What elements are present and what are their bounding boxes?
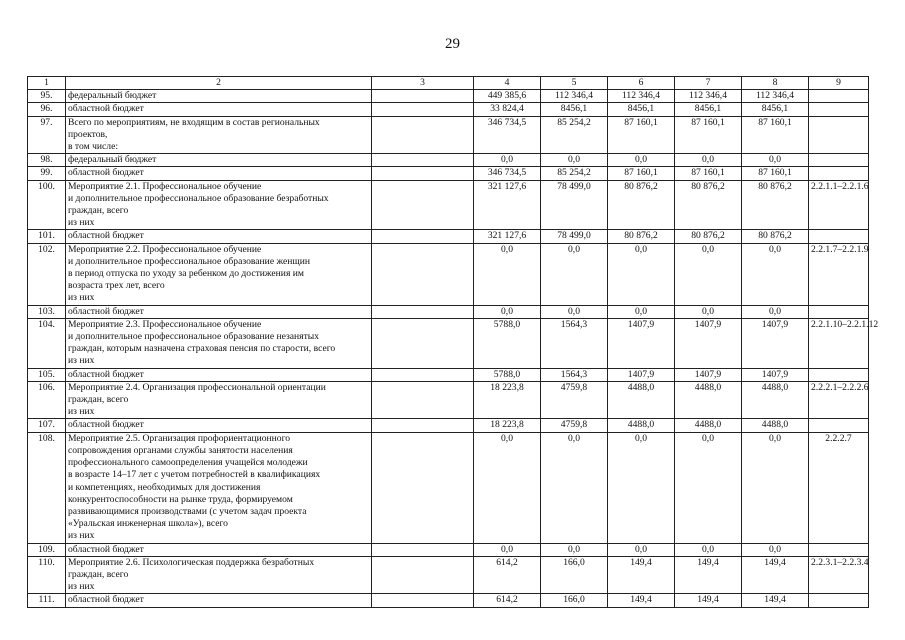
row-number-cell: 105. xyxy=(28,368,66,381)
page-number: 29 xyxy=(445,36,460,52)
value-col-8-cell: 112 346,4 xyxy=(742,90,809,103)
value-col-6-cell: 4488,0 xyxy=(608,419,675,432)
value-col-8-cell: 0,0 xyxy=(742,543,809,556)
value-col-5-cell: 0,0 xyxy=(541,305,608,318)
target-code-cell: 2.2.1.7–2.2.1.9 xyxy=(809,243,869,305)
column-3-cell xyxy=(372,543,474,556)
header-cell: 9 xyxy=(809,77,869,90)
value-col-4-cell: 346 734,5 xyxy=(474,116,541,154)
value-col-5-cell: 78 499,0 xyxy=(541,230,608,243)
value-col-6-cell: 87 160,1 xyxy=(608,116,675,154)
value-col-6-cell: 8456,1 xyxy=(608,103,675,116)
value-col-6-cell: 0,0 xyxy=(608,305,675,318)
target-code-cell xyxy=(809,90,869,103)
value-col-7-cell: 87 160,1 xyxy=(675,116,742,154)
row-name-cell: федеральный бюджет xyxy=(66,90,372,103)
table-row xyxy=(28,318,869,368)
value-col-8-cell: 87 160,1 xyxy=(742,116,809,154)
value-col-7-cell: 87 160,1 xyxy=(675,167,742,180)
target-code-cell xyxy=(809,419,869,432)
value-col-4-cell: 18 223,8 xyxy=(474,419,541,432)
table-row xyxy=(28,103,869,116)
value-col-6-cell: 80 876,2 xyxy=(608,230,675,243)
row-name-cell: Мероприятие 2.2. Профессиональное обучение и дополнительное профессиональное образование женщин в период отпуска по уходу за ребенком до достижения им возраста трех лет, всего из них xyxy=(66,243,372,305)
table-row xyxy=(28,543,869,556)
row-name-cell: Мероприятие 2.6. Психологическая поддержка безработных граждан, всего из них xyxy=(66,556,372,594)
value-col-4-cell: 0,0 xyxy=(474,305,541,318)
table-row xyxy=(28,167,869,180)
table-row xyxy=(28,594,869,607)
table-row xyxy=(28,305,869,318)
table-row xyxy=(28,419,869,432)
row-number-cell: 107. xyxy=(28,419,66,432)
row-name-cell: областной бюджет xyxy=(66,305,372,318)
row-number-cell: 104. xyxy=(28,318,66,368)
row-number-cell: 99. xyxy=(28,167,66,180)
value-col-8-cell: 1407,9 xyxy=(742,318,809,368)
value-col-5-cell: 85 254,2 xyxy=(541,167,608,180)
target-code-cell: 2.2.2.1–2.2.2.6 xyxy=(809,381,869,419)
value-col-7-cell: 1407,9 xyxy=(675,318,742,368)
column-3-cell xyxy=(372,180,474,230)
column-3-cell xyxy=(372,318,474,368)
value-col-6-cell: 80 876,2 xyxy=(608,180,675,230)
value-col-8-cell: 149,4 xyxy=(742,594,809,607)
value-col-6-cell: 149,4 xyxy=(608,594,675,607)
row-name-cell: областной бюджет xyxy=(66,594,372,607)
target-code-cell xyxy=(809,230,869,243)
row-name-cell: областной бюджет xyxy=(66,419,372,432)
target-code-cell xyxy=(809,543,869,556)
table-row xyxy=(28,116,869,154)
column-3-cell xyxy=(372,230,474,243)
column-3-cell xyxy=(372,594,474,607)
target-code-cell xyxy=(809,368,869,381)
value-col-7-cell: 149,4 xyxy=(675,594,742,607)
row-name-cell: Всего по мероприятиям, не входящим в состав региональных проектов, в том числе: xyxy=(66,116,372,154)
value-col-5-cell: 4759,8 xyxy=(541,419,608,432)
table-row xyxy=(28,368,869,381)
value-col-8-cell: 1407,9 xyxy=(742,368,809,381)
target-code-cell xyxy=(809,103,869,116)
value-col-4-cell: 0,0 xyxy=(474,543,541,556)
target-code-cell xyxy=(809,594,869,607)
row-number-cell: 111. xyxy=(28,594,66,607)
value-col-6-cell: 149,4 xyxy=(608,556,675,594)
value-col-7-cell: 0,0 xyxy=(675,154,742,167)
column-3-cell xyxy=(372,432,474,543)
table-row xyxy=(28,556,869,594)
column-3-cell xyxy=(372,419,474,432)
row-number-cell: 101. xyxy=(28,230,66,243)
budget-table xyxy=(27,76,879,608)
row-number-cell: 106. xyxy=(28,381,66,419)
value-col-4-cell: 449 385,6 xyxy=(474,90,541,103)
row-name-cell: федеральный бюджет xyxy=(66,154,372,167)
header-cell: 2 xyxy=(66,77,372,90)
value-col-5-cell: 0,0 xyxy=(541,243,608,305)
value-col-4-cell: 321 127,6 xyxy=(474,180,541,230)
column-3-cell xyxy=(372,154,474,167)
row-name-cell: Мероприятие 2.4. Организация профессиональной ориентации граждан, всего из них xyxy=(66,381,372,419)
value-col-6-cell: 4488,0 xyxy=(608,381,675,419)
target-code-cell xyxy=(809,154,869,167)
column-3-cell xyxy=(372,556,474,594)
value-col-4-cell: 5788,0 xyxy=(474,368,541,381)
column-3-cell xyxy=(372,167,474,180)
value-col-8-cell: 0,0 xyxy=(742,243,809,305)
column-3-cell xyxy=(372,305,474,318)
value-col-5-cell: 1564,3 xyxy=(541,368,608,381)
value-col-7-cell: 0,0 xyxy=(675,305,742,318)
table-row xyxy=(28,432,869,543)
header-cell: 4 xyxy=(474,77,541,90)
value-col-5-cell: 78 499,0 xyxy=(541,180,608,230)
table-row xyxy=(28,90,869,103)
row-number-cell: 96. xyxy=(28,103,66,116)
value-col-7-cell: 4488,0 xyxy=(675,381,742,419)
table-header-row xyxy=(28,77,869,90)
header-cell: 1 xyxy=(28,77,66,90)
row-number-cell: 102. xyxy=(28,243,66,305)
value-col-5-cell: 8456,1 xyxy=(541,103,608,116)
value-col-8-cell: 0,0 xyxy=(742,154,809,167)
target-code-cell: 2.2.2.7 xyxy=(809,432,869,543)
value-col-7-cell: 4488,0 xyxy=(675,419,742,432)
value-col-8-cell: 87 160,1 xyxy=(742,167,809,180)
table-row xyxy=(28,230,869,243)
row-name-cell: областной бюджет xyxy=(66,167,372,180)
value-col-5-cell: 166,0 xyxy=(541,594,608,607)
target-code-cell: 2.2.1.10–2.2.1.12 xyxy=(809,318,869,368)
row-number-cell: 97. xyxy=(28,116,66,154)
target-code-cell xyxy=(809,305,869,318)
target-code-cell xyxy=(809,167,869,180)
value-col-8-cell: 0,0 xyxy=(742,432,809,543)
value-col-4-cell: 346 734,5 xyxy=(474,167,541,180)
column-3-cell xyxy=(372,381,474,419)
row-name-cell: областной бюджет xyxy=(66,543,372,556)
value-col-6-cell: 0,0 xyxy=(608,243,675,305)
row-number-cell: 95. xyxy=(28,90,66,103)
value-col-4-cell: 0,0 xyxy=(474,154,541,167)
value-col-7-cell: 80 876,2 xyxy=(675,180,742,230)
value-col-5-cell: 112 346,4 xyxy=(541,90,608,103)
value-col-4-cell: 33 824,4 xyxy=(474,103,541,116)
target-code-cell: 2.2.3.1–2.2.3.4 xyxy=(809,556,869,594)
column-3-cell xyxy=(372,243,474,305)
value-col-6-cell: 87 160,1 xyxy=(608,167,675,180)
value-col-6-cell: 1407,9 xyxy=(608,368,675,381)
value-col-4-cell: 0,0 xyxy=(474,432,541,543)
header-cell: 8 xyxy=(742,77,809,90)
value-col-4-cell: 614,2 xyxy=(474,556,541,594)
value-col-5-cell: 166,0 xyxy=(541,556,608,594)
value-col-7-cell: 149,4 xyxy=(675,556,742,594)
row-name-cell: Мероприятие 2.3. Профессиональное обучение и дополнительное профессиональное образование незанятых граждан, которым назначена страховая пенсия по старости, всего из них xyxy=(66,318,372,368)
value-col-7-cell: 8456,1 xyxy=(675,103,742,116)
row-name-cell: областной бюджет xyxy=(66,230,372,243)
value-col-7-cell: 0,0 xyxy=(675,432,742,543)
row-number-cell: 100. xyxy=(28,180,66,230)
row-name-cell: областной бюджет xyxy=(66,103,372,116)
row-name-cell: Мероприятие 2.5. Организация профориентационного сопровождения органами службы занятости населения профессионального самоопределения учащейся молодежи в возрасте 14–17 лет с учетом потребностей в квалификациях и компетенциях, необходимых для достижения конкурентоспособности на рынке труда, формируемом развивающимися производствами (с учетом задач проекта «Уральская инженерная школа»), всего из них xyxy=(66,432,372,543)
value-col-4-cell: 614,2 xyxy=(474,594,541,607)
value-col-5-cell: 1564,3 xyxy=(541,318,608,368)
row-name-cell: областной бюджет xyxy=(66,368,372,381)
value-col-6-cell: 1407,9 xyxy=(608,318,675,368)
table-row xyxy=(28,180,869,230)
value-col-6-cell: 0,0 xyxy=(608,432,675,543)
row-number-cell: 109. xyxy=(28,543,66,556)
value-col-7-cell: 0,0 xyxy=(675,543,742,556)
target-code-cell: 2.2.1.1–2.2.1.6 xyxy=(809,180,869,230)
value-col-7-cell: 80 876,2 xyxy=(675,230,742,243)
target-code-cell xyxy=(809,116,869,154)
row-number-cell: 110. xyxy=(28,556,66,594)
header-cell: 3 xyxy=(372,77,474,90)
table-row xyxy=(28,381,869,419)
row-number-cell: 103. xyxy=(28,305,66,318)
value-col-8-cell: 4488,0 xyxy=(742,419,809,432)
value-col-4-cell: 18 223,8 xyxy=(474,381,541,419)
value-col-8-cell: 149,4 xyxy=(742,556,809,594)
value-col-6-cell: 0,0 xyxy=(608,543,675,556)
row-name-cell: Мероприятие 2.1. Профессиональное обучение и дополнительное профессиональное образование безработных граждан, всего из них xyxy=(66,180,372,230)
value-col-7-cell: 0,0 xyxy=(675,243,742,305)
value-col-6-cell: 0,0 xyxy=(608,154,675,167)
value-col-5-cell: 0,0 xyxy=(541,154,608,167)
column-3-cell xyxy=(372,116,474,154)
column-3-cell xyxy=(372,90,474,103)
value-col-8-cell: 0,0 xyxy=(742,305,809,318)
value-col-5-cell: 85 254,2 xyxy=(541,116,608,154)
value-col-7-cell: 112 346,4 xyxy=(675,90,742,103)
value-col-8-cell: 4488,0 xyxy=(742,381,809,419)
column-3-cell xyxy=(372,103,474,116)
column-3-cell xyxy=(372,368,474,381)
value-col-5-cell: 4759,8 xyxy=(541,381,608,419)
value-col-4-cell: 0,0 xyxy=(474,243,541,305)
value-col-5-cell: 0,0 xyxy=(541,432,608,543)
header-cell: 7 xyxy=(675,77,742,90)
value-col-7-cell: 1407,9 xyxy=(675,368,742,381)
row-number-cell: 108. xyxy=(28,432,66,543)
table-row xyxy=(28,243,869,305)
row-number-cell: 98. xyxy=(28,154,66,167)
value-col-4-cell: 5788,0 xyxy=(474,318,541,368)
value-col-8-cell: 80 876,2 xyxy=(742,180,809,230)
value-col-6-cell: 112 346,4 xyxy=(608,90,675,103)
table-row xyxy=(28,154,869,167)
header-cell: 6 xyxy=(608,77,675,90)
value-col-8-cell: 8456,1 xyxy=(742,103,809,116)
header-cell: 5 xyxy=(541,77,608,90)
value-col-4-cell: 321 127,6 xyxy=(474,230,541,243)
value-col-8-cell: 80 876,2 xyxy=(742,230,809,243)
table-body xyxy=(28,90,879,607)
value-col-5-cell: 0,0 xyxy=(541,543,608,556)
